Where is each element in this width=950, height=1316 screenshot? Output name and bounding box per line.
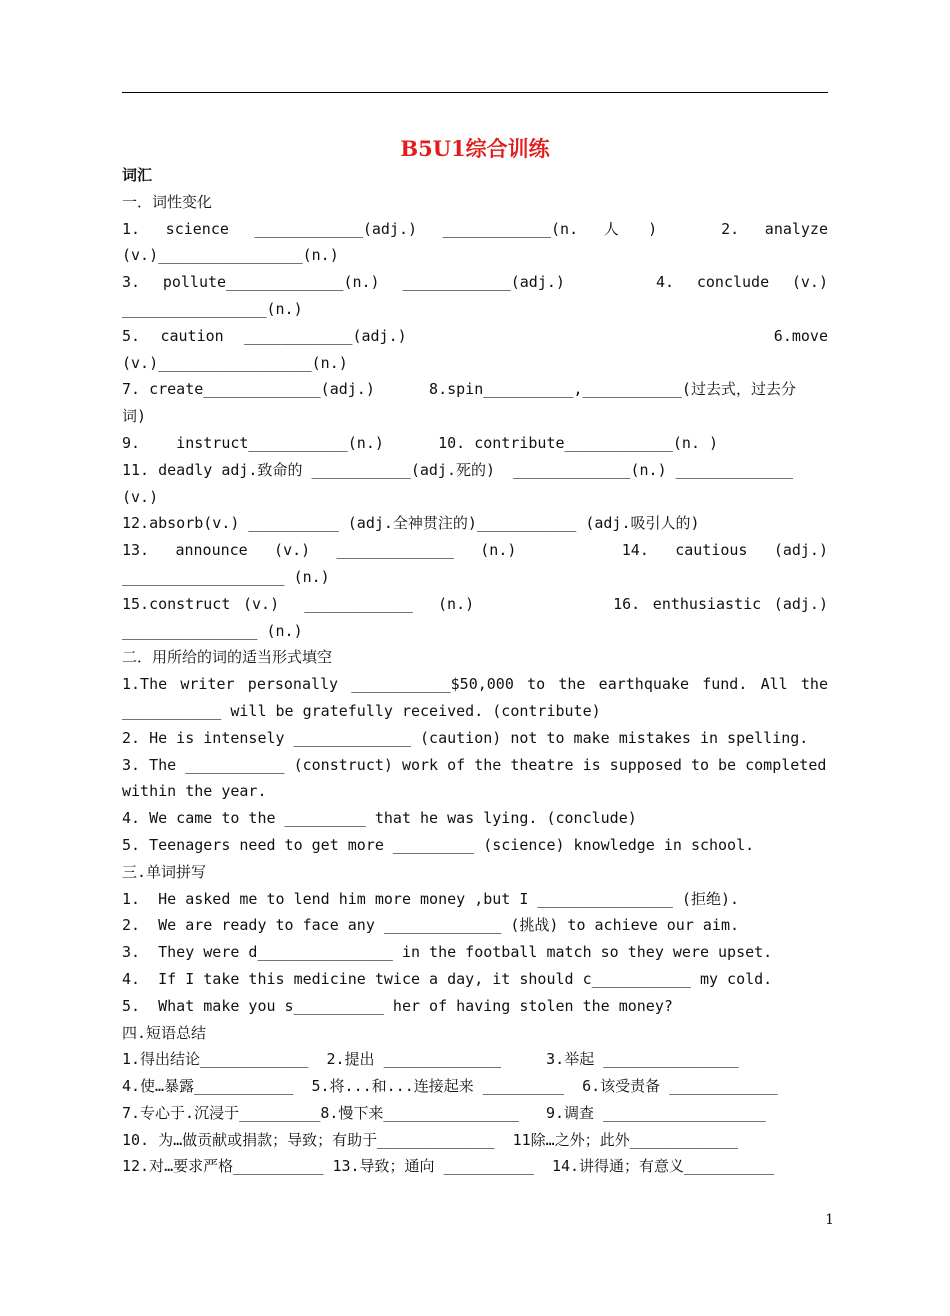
text-line: 5. Teenagers need to get more _________ (science) knowledge in school. (122, 835, 755, 854)
text-line: 12.absorb(v.) __________ (adj.全神贯注的)___________ (adj.吸引人的) (122, 514, 700, 533)
header-rule (122, 92, 828, 93)
section-heading-vocabulary: 词汇 (122, 166, 153, 184)
text-line: within the year. (122, 782, 267, 801)
text-line: 9. instruct___________(n.) 10. contribute____________(n. ) (122, 433, 719, 452)
section-heading-2: 二．用所给的词的适当形式填空 (122, 648, 333, 667)
text-line: 12.对…要求严格__________ 13.导致；通向 __________ 14.讲得通；有意义__________ (122, 1157, 775, 1176)
section-heading-4: 四.短语总结 (122, 1023, 207, 1042)
text-line: 3. They were d_______________ in the football match so they were upset. (122, 943, 773, 962)
text-line: 1. science ____________(adj.) ____________(n. 人 ) 2. analyze (122, 219, 828, 238)
text-line: ________________(n.) (122, 299, 303, 318)
text-line: 13. announce (v.) _____________ (n.) 14. cautious (adj.) (122, 541, 828, 560)
text-line: (v.) (122, 487, 159, 506)
text-line: 1.The writer personally ___________$50,000 to the earthquake fund. All the (122, 675, 828, 694)
text-line: 3. The ___________ (construct) work of the theatre is supposed to be completed (122, 755, 827, 774)
text-line: (v.)________________(n.) (122, 246, 339, 265)
text-line: 5. caution ____________(adj.) 6.move (122, 326, 828, 345)
text-line: 1.得出结论____________ 2.提出 _____________ 3.举起 _______________ (122, 1050, 739, 1069)
text-line: __________________ (n.) (122, 567, 330, 586)
worksheet-body (122, 162, 828, 1180)
text-line: 4. We came to the _________ that he was lying. (conclude) (122, 809, 637, 828)
text-line: 2. He is intensely _____________ (caution) not to make mistakes in spelling. (122, 728, 809, 747)
text-line: 1. He asked me to lend him more money ,but I _______________ (拒绝). (122, 889, 739, 908)
page-title: B5U1综合训练 (400, 136, 550, 161)
text-line: _______________ (n.) (122, 621, 303, 640)
text-line: 2. We are ready to face any _____________ (挑战) to achieve our aim. (122, 916, 739, 935)
text-line: 7. create_____________(adj.) 8.spin__________,___________(过去式，过去分 (122, 380, 796, 399)
text-line: 11. deadly adj.致命的 ___________(adj.死的) _____________(n.) _____________ (122, 460, 794, 479)
text-line: 4.使…暴露___________ 5.将...和...连接起来 _________ 6.该受责备 ____________ (122, 1077, 778, 1096)
text-line: ___________ will be gratefully received. (contribute) (122, 701, 601, 720)
text-line: 词) (122, 407, 147, 426)
text-line: 15.construct (v.) ____________ (n.) 16. enthusiastic (adj.) (122, 594, 828, 613)
page-number: 1 (825, 1212, 834, 1228)
text-line: 10. 为…做贡献或捐款；导致；有助于_____________ 11除…之外；此外____________ (122, 1130, 739, 1149)
text-line: 3. pollute_____________(n.) ____________(adj.) 4. conclude (v.) (122, 273, 828, 292)
text-line: 4. If I take this medicine twice a day, it should c___________ my cold. (122, 969, 773, 988)
section-heading-1: 一．词性变化 (122, 192, 213, 211)
text-line: 7.专心于.沉浸于_________8.慢下来_______________ 9.调查 __________________ (122, 1103, 766, 1122)
text-line: 5. What make you s__________ her of having stolen the money? (122, 996, 673, 1015)
section-heading-3: 三.单词拼写 (122, 862, 207, 881)
text-line: (v.)_________________(n.) (122, 353, 348, 372)
